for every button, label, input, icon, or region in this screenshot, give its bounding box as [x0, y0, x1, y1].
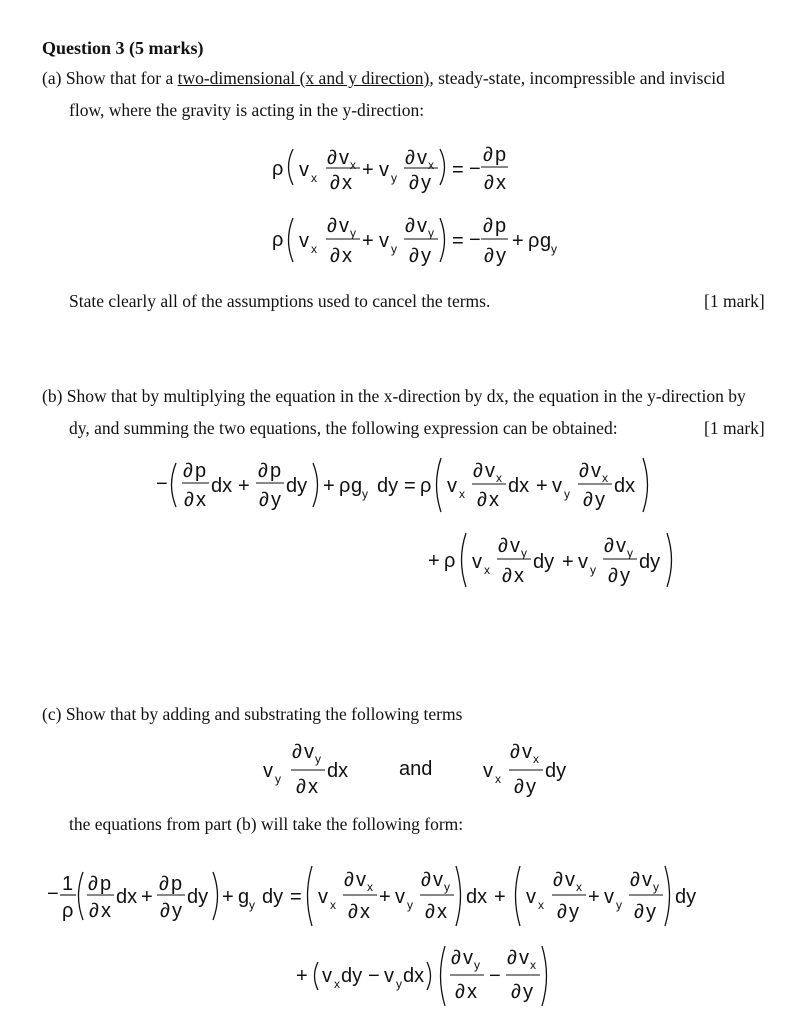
svg-text:x: x — [428, 158, 434, 172]
svg-text:1: 1 — [62, 873, 74, 895]
svg-text:v: v — [578, 551, 588, 573]
svg-text:+: + — [379, 886, 391, 908]
svg-text:∂: ∂ — [160, 900, 170, 922]
part-a-label: (a) — [42, 68, 62, 88]
question-title: Question 3 (5 marks) — [42, 38, 204, 58]
svg-text:∂: ∂ — [455, 981, 465, 1003]
svg-text:∂: ∂ — [348, 901, 358, 923]
svg-text:x: x — [467, 981, 477, 1003]
svg-text:dx: dx — [508, 475, 530, 497]
svg-text:x: x — [514, 565, 524, 587]
svg-text:∂: ∂ — [183, 460, 193, 482]
svg-text:v: v — [616, 535, 626, 557]
svg-text:∂: ∂ — [327, 147, 337, 169]
svg-text:v: v — [384, 965, 394, 987]
equation-b-line1 — [0, 448, 805, 518]
svg-text:∂: ∂ — [498, 535, 508, 557]
svg-text:y: y — [421, 245, 431, 267]
svg-text:g: g — [238, 886, 250, 908]
svg-text:∂: ∂ — [405, 147, 415, 169]
part-b-line1-text: Show that by multiplying the equation in the x-direction by dx, the equation in the y-direction by — [66, 386, 746, 406]
svg-text:v: v — [472, 551, 482, 573]
svg-text:∂: ∂ — [484, 172, 494, 194]
svg-text:∂: ∂ — [88, 873, 98, 895]
svg-text:+: + — [362, 159, 374, 181]
open-paren — [289, 149, 294, 185]
svg-text:y: y — [271, 489, 281, 511]
part-a-intro-line2: flow, where the gravity is acting in the y-direction: — [69, 100, 425, 120]
svg-text:dx: dx — [211, 475, 233, 497]
svg-text:∂: ∂ — [473, 460, 483, 482]
open-paren — [289, 218, 294, 262]
svg-text:x: x — [350, 158, 356, 172]
part-c-label: (c) — [42, 704, 62, 724]
svg-text:+: + — [362, 230, 374, 252]
svg-text:v: v — [379, 230, 389, 252]
svg-text:ρ: ρ — [420, 475, 432, 497]
svg-text:dy: dy — [341, 965, 363, 987]
svg-text:y: y — [496, 245, 506, 267]
svg-text:p: p — [495, 144, 507, 166]
svg-text:y: y — [627, 546, 633, 560]
svg-text:∂: ∂ — [553, 869, 563, 891]
svg-text:v: v — [318, 886, 328, 908]
svg-text:ρ: ρ — [339, 475, 351, 497]
svg-text:∂: ∂ — [511, 981, 521, 1003]
svg-text:x: x — [437, 901, 447, 923]
close-paren — [440, 218, 445, 262]
svg-text:x: x — [334, 977, 340, 991]
svg-text:∂: ∂ — [327, 215, 337, 237]
part-a-underlined-text: two-dimensional (x and y direction) — [177, 68, 430, 88]
svg-text:x: x — [342, 172, 352, 194]
svg-text:x: x — [101, 900, 111, 922]
svg-text:∂: ∂ — [507, 947, 517, 969]
part-a-intro-post: , steady-state, incompressible and inviscid — [429, 68, 725, 88]
svg-text:dy: dy — [675, 886, 697, 908]
svg-text:x: x — [538, 898, 544, 912]
equation-c-line2 — [0, 940, 805, 1015]
svg-text:y: y — [521, 546, 527, 560]
svg-text:−: − — [489, 965, 501, 987]
svg-text:∂: ∂ — [330, 245, 340, 267]
svg-text:v: v — [519, 947, 529, 969]
svg-text:y: y — [391, 171, 397, 185]
svg-text:∂: ∂ — [477, 489, 487, 511]
svg-text:+: + — [536, 475, 548, 497]
svg-text:y: y — [407, 898, 413, 912]
equation-c-line1 — [0, 858, 805, 933]
svg-text:−: − — [47, 883, 59, 905]
svg-text:x: x — [311, 171, 317, 185]
svg-text:dy: dy — [187, 886, 209, 908]
svg-text:∂: ∂ — [421, 869, 431, 891]
svg-text:y: y — [315, 752, 321, 766]
svg-text:x: x — [495, 772, 501, 786]
part-c-line2: the equations from part (b) will take the following form: — [69, 814, 464, 834]
part-b-label: (b) — [42, 386, 63, 406]
svg-text:v: v — [395, 886, 405, 908]
svg-text:=: = — [290, 886, 302, 908]
svg-text:y: y — [391, 242, 397, 256]
svg-text:x: x — [367, 880, 373, 894]
svg-text:dy: dy — [377, 475, 399, 497]
svg-text:∂: ∂ — [514, 776, 524, 798]
svg-text:=: = — [404, 475, 416, 497]
svg-text:∂: ∂ — [409, 245, 419, 267]
close-paren — [440, 149, 445, 185]
svg-text:v: v — [485, 460, 495, 482]
svg-text:v: v — [591, 460, 601, 482]
svg-text:dx: dx — [614, 475, 636, 497]
svg-text:y: y — [275, 772, 281, 786]
svg-text:∂: ∂ — [451, 947, 461, 969]
svg-text:dy: dy — [533, 551, 555, 573]
svg-text:∂: ∂ — [510, 741, 520, 763]
svg-text:dy: dy — [639, 551, 661, 573]
svg-text:y: y — [172, 900, 182, 922]
svg-text:y: y — [595, 489, 605, 511]
part-c-line1 — [42, 704, 462, 725]
svg-text:dx: dx — [466, 886, 488, 908]
svg-text:v: v — [526, 886, 536, 908]
svg-text:=: = — [452, 230, 464, 252]
svg-text:y: y — [421, 172, 431, 194]
svg-text:v: v — [642, 869, 652, 891]
svg-text:∂: ∂ — [409, 172, 419, 194]
part-c-line1-text: Show that by adding and substrating the following terms — [65, 704, 463, 724]
part-a-intro-pre: Show that for a — [65, 68, 178, 88]
svg-text:v: v — [565, 869, 575, 891]
svg-text:∂: ∂ — [608, 565, 618, 587]
svg-text:+: + — [141, 886, 153, 908]
svg-text:∂: ∂ — [557, 901, 567, 923]
svg-text:y: y — [526, 776, 536, 798]
svg-text:∂: ∂ — [483, 144, 493, 166]
svg-text:∂: ∂ — [344, 869, 354, 891]
svg-text:v: v — [522, 741, 532, 763]
svg-text:v: v — [417, 147, 427, 169]
svg-text:y: y — [653, 880, 659, 894]
svg-text:v: v — [339, 147, 349, 169]
svg-text:v: v — [304, 741, 314, 763]
svg-text:x: x — [308, 776, 318, 798]
svg-text:+: + — [562, 551, 574, 573]
svg-text:x: x — [496, 471, 502, 485]
svg-text:+: + — [428, 550, 440, 572]
svg-text:∂: ∂ — [89, 900, 99, 922]
svg-text:y: y — [474, 958, 480, 972]
svg-text:v: v — [339, 215, 349, 237]
svg-text:v: v — [299, 230, 309, 252]
svg-text:−: − — [469, 229, 481, 251]
part-b-mark: [1 mark] — [704, 418, 765, 438]
svg-text:dx: dx — [403, 965, 425, 987]
svg-text:∂: ∂ — [484, 245, 494, 267]
svg-text:ρ: ρ — [62, 900, 74, 922]
equation-b-line2 — [0, 525, 805, 595]
svg-text:dy: dy — [545, 760, 567, 782]
svg-text:g: g — [351, 475, 363, 497]
svg-text:∂: ∂ — [425, 901, 435, 923]
svg-text:v: v — [299, 159, 309, 181]
svg-text:∂: ∂ — [634, 901, 644, 923]
svg-text:+: + — [323, 475, 335, 497]
svg-text:x: x — [311, 242, 317, 256]
svg-text:+: + — [588, 886, 600, 908]
svg-text:p: p — [171, 873, 183, 895]
svg-text:y: y — [396, 977, 402, 991]
svg-text:y: y — [646, 901, 656, 923]
svg-text:y: y — [569, 901, 579, 923]
svg-text:v: v — [263, 760, 273, 782]
svg-text:y: y — [564, 487, 570, 501]
svg-text:∂: ∂ — [502, 565, 512, 587]
svg-text:x: x — [342, 245, 352, 267]
svg-text:x: x — [459, 487, 465, 501]
svg-text:∂: ∂ — [330, 172, 340, 194]
svg-text:v: v — [356, 869, 366, 891]
svg-text:v: v — [552, 475, 562, 497]
svg-text:∂: ∂ — [405, 215, 415, 237]
svg-text:p: p — [195, 460, 207, 482]
svg-text:y: y — [551, 242, 557, 256]
svg-text:+: + — [222, 886, 234, 908]
equation-a-y-momentum — [0, 206, 805, 271]
svg-text:+: + — [238, 475, 250, 497]
svg-text:∂: ∂ — [604, 535, 614, 557]
part-b-line2: dy, and summing the two equations, the following expression can be obtained: — [69, 418, 618, 438]
svg-text:∂: ∂ — [579, 460, 589, 482]
svg-text:−: − — [368, 965, 380, 987]
svg-text:dx: dx — [116, 886, 138, 908]
svg-text:v: v — [447, 475, 457, 497]
svg-text:p: p — [100, 873, 112, 895]
svg-text:+: + — [512, 230, 524, 252]
svg-text:∂: ∂ — [292, 741, 302, 763]
svg-text:x: x — [196, 489, 206, 511]
svg-text:ρ: ρ — [444, 550, 456, 572]
svg-text:x: x — [496, 172, 506, 194]
svg-text:+: + — [494, 886, 506, 908]
svg-text:v: v — [322, 965, 332, 987]
svg-text:x: x — [533, 752, 539, 766]
svg-text:y: y — [444, 880, 450, 894]
svg-text:+: + — [296, 965, 308, 987]
svg-text:∂: ∂ — [184, 489, 194, 511]
svg-text:v: v — [604, 886, 614, 908]
svg-text:y: y — [620, 565, 630, 587]
svg-text:v: v — [510, 535, 520, 557]
svg-text:g: g — [540, 230, 552, 252]
svg-text:y: y — [362, 487, 368, 501]
svg-text:dy: dy — [286, 475, 308, 497]
part-b-line1 — [42, 386, 746, 407]
rho-symbol: ρ — [272, 158, 284, 180]
svg-text:p: p — [270, 460, 282, 482]
svg-text:y: y — [249, 898, 255, 912]
svg-text:v: v — [483, 760, 493, 782]
svg-text:x: x — [602, 471, 608, 485]
svg-text:x: x — [576, 880, 582, 894]
svg-text:∂: ∂ — [630, 869, 640, 891]
part-a-mark: [1 mark] — [704, 291, 765, 311]
svg-text:x: x — [484, 563, 490, 577]
svg-text:x: x — [489, 489, 499, 511]
svg-text:=: = — [452, 159, 464, 181]
and-word: and — [399, 758, 433, 780]
svg-text:p: p — [495, 215, 507, 237]
equation-a-x-momentum — [0, 137, 805, 197]
svg-text:y: y — [523, 981, 533, 1003]
svg-text:dy: dy — [262, 886, 284, 908]
svg-text:∂: ∂ — [583, 489, 593, 511]
svg-text:∂: ∂ — [159, 873, 169, 895]
svg-text:v: v — [433, 869, 443, 891]
svg-text:x: x — [330, 898, 336, 912]
equation-c-added-terms — [0, 735, 805, 805]
svg-text:∂: ∂ — [296, 776, 306, 798]
part-a-intro — [42, 68, 725, 89]
svg-text:y: y — [616, 898, 622, 912]
svg-text:∂: ∂ — [258, 460, 268, 482]
svg-text:v: v — [417, 215, 427, 237]
svg-text:v: v — [379, 159, 389, 181]
rho-symbol: ρ — [272, 229, 284, 251]
svg-text:∂: ∂ — [259, 489, 269, 511]
svg-text:−: − — [469, 158, 481, 180]
svg-text:−: − — [156, 473, 168, 495]
svg-text:y: y — [350, 226, 356, 240]
svg-text:dx: dx — [327, 760, 349, 782]
svg-text:∂: ∂ — [483, 215, 493, 237]
svg-text:v: v — [463, 947, 473, 969]
svg-text:x: x — [360, 901, 370, 923]
part-a-instruction: State clearly all of the assumptions used to cancel the terms. — [69, 291, 491, 311]
svg-text:x: x — [530, 958, 536, 972]
svg-text:ρ: ρ — [528, 230, 540, 252]
svg-text:y: y — [428, 226, 434, 240]
svg-text:y: y — [590, 563, 596, 577]
